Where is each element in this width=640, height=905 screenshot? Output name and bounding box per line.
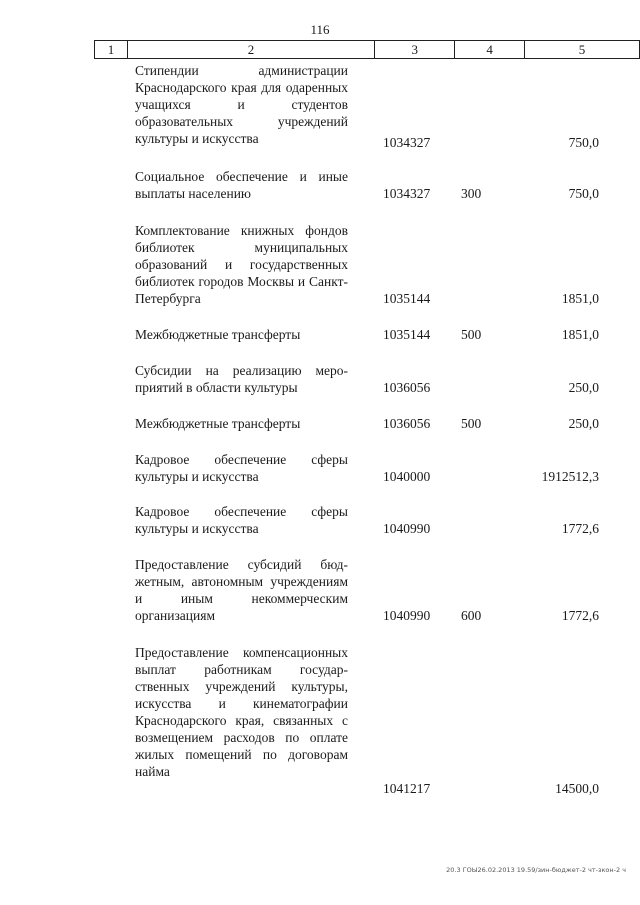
column-header-row xyxy=(95,41,640,59)
row-amount: 14500,0 xyxy=(555,781,599,796)
row-code: 1036056 xyxy=(383,416,431,431)
row-kind: 600 xyxy=(461,608,482,623)
row-amount: 1912512,3 xyxy=(541,469,599,484)
row-code: 1036056 xyxy=(383,380,431,395)
row-description: Комплектование книжных фондов библиотек муниципальных образований и государственных библиотек городов Москвы и Санкт-Петербурга xyxy=(135,223,348,306)
column-header-table xyxy=(94,40,640,59)
row-code: 1040990 xyxy=(383,608,431,623)
row-description: Стипендии администрации Краснодарского края для одаренных учащихся и студентов образовательных учреждений культуры и искусства xyxy=(135,63,348,146)
row-code: 1034327 xyxy=(383,135,431,150)
row-code: 1034327 xyxy=(383,186,431,201)
row-code: 1035144 xyxy=(383,327,431,342)
row-description: Социальное обеспечение и иные выплаты населению xyxy=(135,169,348,201)
column-header-1: 1 xyxy=(95,41,128,59)
footer-stamp: 20.3 ГОЫ26.02.2013 19.59/зин-бюджет-2 чт-зкон-2 ч xyxy=(446,866,626,874)
row-description: Кадровое обеспечение сферы культуры и искусства xyxy=(135,452,348,484)
row-amount: 1851,0 xyxy=(561,291,599,306)
row-code: 1040990 xyxy=(383,521,431,536)
row-amount: 1772,6 xyxy=(561,521,599,536)
column-header-4: 4 xyxy=(455,41,525,59)
row-amount: 750,0 xyxy=(568,186,599,201)
column-header-5: 5 xyxy=(525,41,640,59)
row-amount: 250,0 xyxy=(568,380,599,395)
row-code: 1035144 xyxy=(383,291,431,306)
row-amount: 1851,0 xyxy=(561,327,599,342)
row-kind: 300 xyxy=(461,186,482,201)
row-description: Кадровое обеспечение сферы культуры и искусства xyxy=(135,504,348,536)
page-number: 116 xyxy=(310,22,330,37)
row-code: 1040000 xyxy=(383,469,431,484)
column-header-2: 2 xyxy=(128,41,375,59)
row-description: Межбюджетные трансферты xyxy=(135,327,301,342)
row-kind: 500 xyxy=(461,327,482,342)
row-description: Субсидии на реализацию мероприятий в области культуры xyxy=(135,363,348,395)
row-kind: 500 xyxy=(461,416,482,431)
row-code: 1041217 xyxy=(383,781,431,796)
row-description: Предоставление субсидий бюджетным, автономным учреждениям и иным некоммерческим организациям xyxy=(135,557,348,623)
row-description: Межбюджетные трансферты xyxy=(135,416,301,431)
row-amount: 750,0 xyxy=(568,135,599,150)
row-amount: 250,0 xyxy=(568,416,599,431)
row-amount: 1772,6 xyxy=(561,608,599,623)
column-header-3: 3 xyxy=(375,41,455,59)
row-description: Предоставление компенсационных выплат работникам государственных учреждений культуры, искусства и кинематографии Краснодарского края, связанных с возмещением расходов по оплате жилых помещений по договорам найма xyxy=(135,645,348,779)
